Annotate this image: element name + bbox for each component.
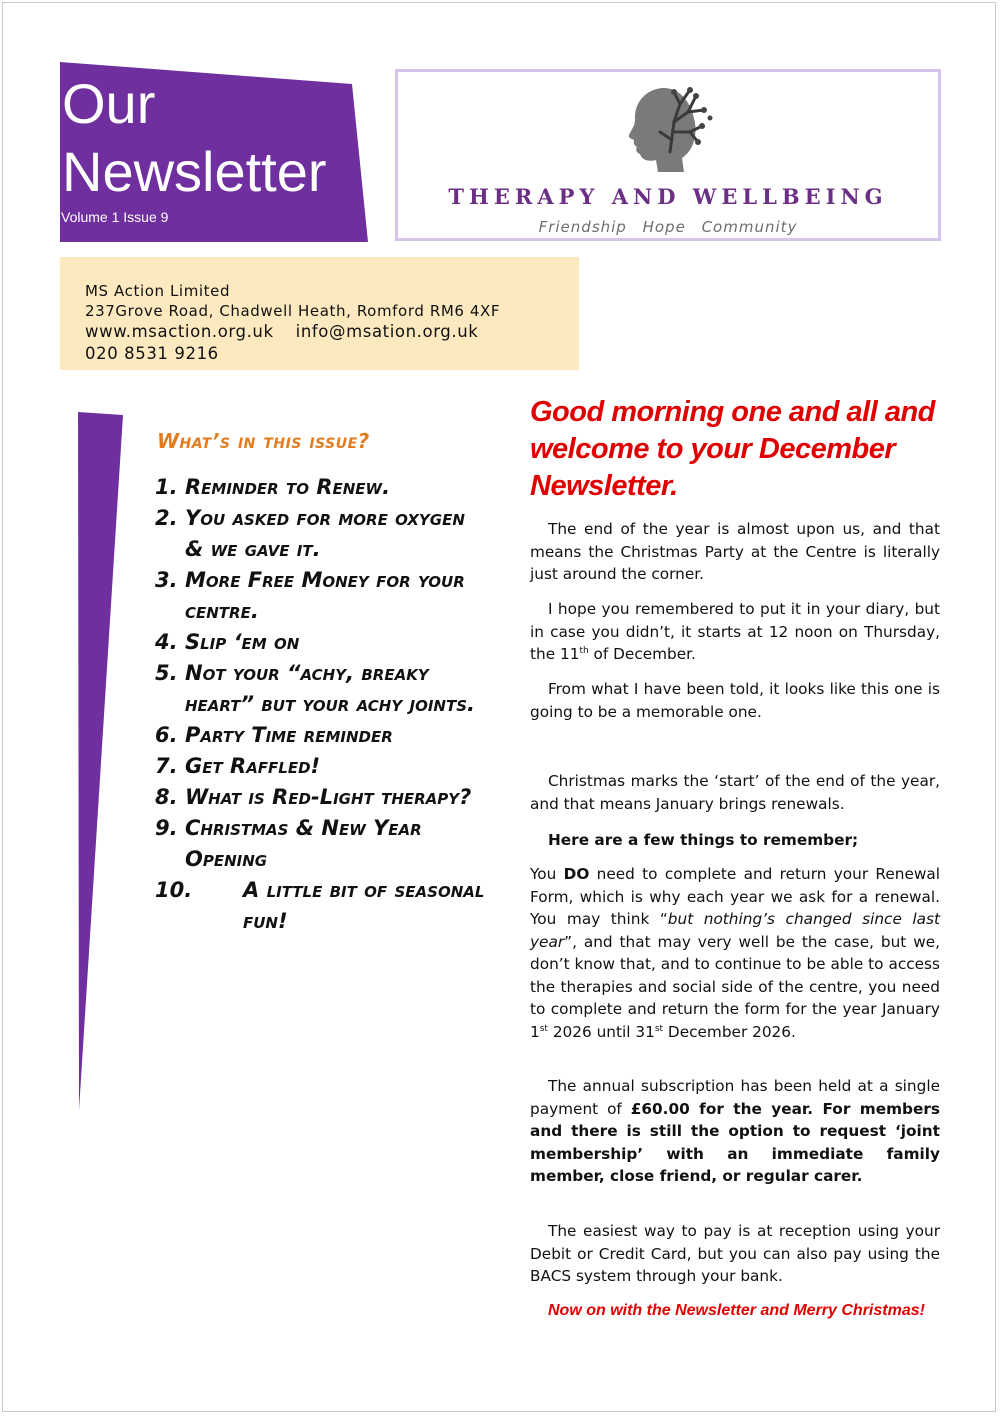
- website-link[interactable]: www.msaction.org.uk: [85, 322, 274, 341]
- list-item: 5. Not your “achy, breaky heart” but your achy joints.: [155, 661, 475, 716]
- email-link[interactable]: info@msation.org.uk: [295, 322, 479, 341]
- paragraph-remember-heading: Here are a few things to remember;: [548, 831, 859, 849]
- masthead: [60, 62, 370, 242]
- greeting-heading: Good morning one and all and welcome to your December Newsletter.: [530, 396, 935, 502]
- newsletter-title: Our Newsletter: [62, 72, 327, 203]
- paragraph-memorable: From what I have been told, it looks like this one is going to be a memorable one.: [530, 680, 940, 721]
- sidebar-wedge: [78, 412, 124, 1112]
- logo-box: [395, 69, 941, 241]
- street-address: 237Grove Road, Chadwell Heath, Romford RM6 4XF: [85, 302, 501, 320]
- paragraph-subscription: The annual subscription has been held at a single payment of £60.00 for the year. For members and there is still the option to request ‘joint membership’ with an immediate family member, close friend, or regular carer.: [530, 1077, 940, 1185]
- phone-number: 020 8531 9216: [85, 344, 219, 363]
- paragraph-renewal-form: You DO need to complete and return your Renewal Form, which is why each year we ask for a renewal. You may think “but nothing’s changed since last year”, and that may very well be the case, but we, don’t know that, and to continue to be able to access the therapies and social side of the centre, you need to complete and return the form for the year January 1st 2026 until 31st December 2026.: [530, 865, 941, 1041]
- paragraph-payment: The easiest way to pay is at reception using your Debit or Credit Card, but you can also pay using the BACS system through your bank.: [530, 1222, 940, 1285]
- volume-issue: Volume 1 Issue 9: [61, 209, 169, 225]
- list-item: 10. A little bit of seasonal fun!: [155, 878, 485, 933]
- list-item: 8. What is Red-Light therapy?: [155, 785, 472, 809]
- address-box: [60, 257, 579, 370]
- closing-message: Now on with the Newsletter and Merry Christmas!: [548, 1302, 925, 1319]
- list-item: 9. Christmas & New Year Opening: [155, 816, 422, 871]
- list-item: 7. Get Raffled!: [155, 754, 321, 778]
- contact-line: [85, 322, 478, 341]
- head-tree-icon: [624, 82, 718, 174]
- list-item: 2. You asked for more oxygen & we gave it.: [155, 506, 465, 561]
- list-item: 1. Reminder to Renew.: [155, 475, 391, 499]
- org-name: MS Action Limited: [85, 282, 231, 300]
- logo-tagline: Friendship Hope Community: [538, 218, 798, 236]
- contents-list: [155, 472, 485, 937]
- list-item: 4. Slip ‘em on: [155, 630, 300, 654]
- paragraph-party-date: I hope you remembered to put it in your diary, but in case you didn’t, it starts at 12 noon on Thursday, the 11th of December.: [530, 600, 940, 663]
- list-item: 6. Party Time reminder: [155, 723, 393, 747]
- paragraph-intro: The end of the year is almost upon us, and that means the Christmas Party at the Centre is literally just around the corner.: [530, 520, 940, 583]
- list-item: 3. More Free Money for your centre.: [155, 568, 465, 623]
- logo-name: THERAPY AND WELLBEING: [448, 184, 888, 209]
- contents-heading: What’s in this issue?: [157, 429, 370, 453]
- paragraph-renewals: Christmas marks the ‘start’ of the end of the year, and that means January brings renewals.: [530, 772, 940, 813]
